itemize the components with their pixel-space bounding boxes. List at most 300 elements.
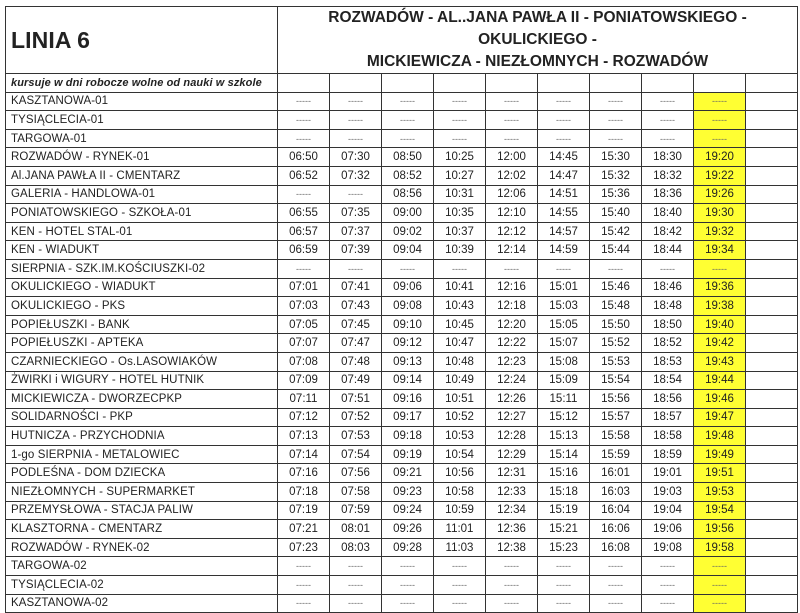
- timetable-row: [6, 576, 798, 595]
- departure-time: -----: [694, 111, 746, 130]
- departure-time: 12:22: [486, 334, 538, 353]
- departure-time: -----: [590, 259, 642, 278]
- empty-cell: [746, 557, 798, 576]
- departure-time: 07:59: [330, 501, 382, 520]
- departure-time: 09:18: [382, 427, 434, 446]
- departure-time: 14:51: [538, 185, 590, 204]
- departure-time: 19:48: [694, 427, 746, 446]
- departure-time: 07:11: [278, 390, 330, 409]
- departure-time: 15:01: [538, 278, 590, 297]
- departure-time: 12:38: [486, 538, 538, 557]
- departure-time: -----: [434, 557, 486, 576]
- stop-name: MICKIEWICZA - DWORZECPKP: [6, 390, 278, 409]
- departure-time: 09:06: [382, 278, 434, 297]
- departure-time: 18:42: [642, 222, 694, 241]
- departure-time: -----: [382, 259, 434, 278]
- departure-time: 14:47: [538, 166, 590, 185]
- departure-time: 15:58: [590, 427, 642, 446]
- stop-name: KEN - WIADUKT: [6, 241, 278, 260]
- departure-time: 10:59: [434, 501, 486, 520]
- departure-time: 09:23: [382, 483, 434, 502]
- departure-time: 07:21: [278, 520, 330, 539]
- departure-time: 09:21: [382, 464, 434, 483]
- departure-time: 09:17: [382, 408, 434, 427]
- departure-time: -----: [278, 111, 330, 130]
- departure-time: 07:23: [278, 538, 330, 557]
- departure-time: 06:55: [278, 204, 330, 223]
- departure-time: 16:01: [590, 464, 642, 483]
- departure-time: 15:21: [538, 520, 590, 539]
- departure-time: -----: [590, 92, 642, 111]
- departure-time: 15:16: [538, 464, 590, 483]
- departure-time: 07:48: [330, 352, 382, 371]
- departure-time: -----: [434, 92, 486, 111]
- stop-name: KEN - HOTEL STAL-01: [6, 222, 278, 241]
- departure-time: 16:03: [590, 483, 642, 502]
- stop-name: NIEZŁOMNYCH - SUPERMARKET: [6, 483, 278, 502]
- departure-time: 15:18: [538, 483, 590, 502]
- departure-time: 12:28: [486, 427, 538, 446]
- departure-time: -----: [330, 557, 382, 576]
- departure-time: 15:23: [538, 538, 590, 557]
- empty-cell: [746, 315, 798, 334]
- departure-time: 15:32: [590, 166, 642, 185]
- departure-time: -----: [434, 111, 486, 130]
- column-header: [382, 74, 434, 93]
- departure-time: 15:52: [590, 334, 642, 353]
- timetable-row: [6, 334, 798, 353]
- departure-time: -----: [486, 259, 538, 278]
- column-header: [278, 74, 330, 93]
- departure-time: 09:12: [382, 334, 434, 353]
- departure-time: 09:08: [382, 297, 434, 316]
- departure-time: -----: [642, 557, 694, 576]
- departure-time: -----: [694, 92, 746, 111]
- timetable-row: [6, 259, 798, 278]
- departure-time: 19:22: [694, 166, 746, 185]
- departure-time: 10:52: [434, 408, 486, 427]
- departure-time: -----: [330, 185, 382, 204]
- departure-time: -----: [694, 576, 746, 595]
- departure-time: -----: [382, 111, 434, 130]
- departure-time: -----: [694, 594, 746, 613]
- empty-cell: [746, 148, 798, 167]
- departure-time: 07:05: [278, 315, 330, 334]
- timetable-row: [6, 445, 798, 464]
- departure-time: 19:58: [694, 538, 746, 557]
- departure-time: -----: [434, 576, 486, 595]
- departure-time: 19:51: [694, 464, 746, 483]
- departure-time: 15:07: [538, 334, 590, 353]
- departure-time: 19:03: [642, 483, 694, 502]
- departure-time: 07:12: [278, 408, 330, 427]
- timetable-row: [6, 148, 798, 167]
- departure-time: 15:59: [590, 445, 642, 464]
- departure-time: 16:06: [590, 520, 642, 539]
- departure-time: 15:44: [590, 241, 642, 260]
- departure-time: -----: [694, 557, 746, 576]
- empty-cell: [746, 111, 798, 130]
- empty-cell: [746, 204, 798, 223]
- departure-time: 12:26: [486, 390, 538, 409]
- stop-name: 1-go SIERPNIA - METALOWIEC: [6, 445, 278, 464]
- empty-cell: [746, 594, 798, 613]
- stop-name: KASZTANOWA-01: [6, 92, 278, 111]
- departure-time: 10:35: [434, 204, 486, 223]
- departure-time: 12:16: [486, 278, 538, 297]
- departure-time: 14:59: [538, 241, 590, 260]
- empty-cell: [746, 390, 798, 409]
- timetable-row: [6, 594, 798, 613]
- departure-time: 07:03: [278, 297, 330, 316]
- stop-name: ROZWADÓW - RYNEK-01: [6, 148, 278, 167]
- departure-time: 07:30: [330, 148, 382, 167]
- departure-time: 12:10: [486, 204, 538, 223]
- departure-time: 18:50: [642, 315, 694, 334]
- departure-time: 10:39: [434, 241, 486, 260]
- departure-time: 15:08: [538, 352, 590, 371]
- stop-name: POPIEŁUSZKI - APTEKA: [6, 334, 278, 353]
- stop-name: SIERPNIA - SZK.IM.KOŚCIUSZKI-02: [6, 259, 278, 278]
- departure-time: 10:41: [434, 278, 486, 297]
- empty-cell: [746, 241, 798, 260]
- departure-time: 19:01: [642, 464, 694, 483]
- departure-time: 10:48: [434, 352, 486, 371]
- departure-time: -----: [434, 259, 486, 278]
- timetable-row: [6, 557, 798, 576]
- departure-time: 10:45: [434, 315, 486, 334]
- departure-time: 09:13: [382, 352, 434, 371]
- departure-time: 11:01: [434, 520, 486, 539]
- departure-time: 09:26: [382, 520, 434, 539]
- stop-name: GALERIA - HANDLOWA-01: [6, 185, 278, 204]
- stop-name: KASZTANOWA-02: [6, 594, 278, 613]
- departure-time: 15:05: [538, 315, 590, 334]
- column-header: [590, 74, 642, 93]
- departure-time: 08:50: [382, 148, 434, 167]
- departure-time: 16:04: [590, 501, 642, 520]
- departure-time: 11:03: [434, 538, 486, 557]
- stop-name: HUTNICZA - PRZYCHODNIA: [6, 427, 278, 446]
- departure-time: 07:43: [330, 297, 382, 316]
- route-line-2: MICKIEWICZA - NIEZŁOMNYCH - ROZWADÓW: [366, 53, 709, 70]
- departure-time: 12:20: [486, 315, 538, 334]
- departure-time: -----: [278, 557, 330, 576]
- route-line-1: ROZWADÓW - AL..JANA PAWŁA II - PONIATOWSKIEGO - OKULICKIEGO -: [328, 9, 747, 48]
- timetable: [5, 6, 798, 613]
- stop-name: Al.JANA PAWŁA II - CMENTARZ: [6, 166, 278, 185]
- timetable-row: [6, 204, 798, 223]
- column-header: [538, 74, 590, 93]
- column-header: [642, 74, 694, 93]
- timetable-row: [6, 166, 798, 185]
- departure-time: 19:47: [694, 408, 746, 427]
- departure-time: 07:01: [278, 278, 330, 297]
- column-header: [434, 74, 486, 93]
- departure-time: 12:34: [486, 501, 538, 520]
- departure-time: 07:32: [330, 166, 382, 185]
- stop-name: POPIEŁUSZKI - BANK: [6, 315, 278, 334]
- empty-cell: [746, 166, 798, 185]
- departure-time: 18:57: [642, 408, 694, 427]
- departure-time: 19:54: [694, 501, 746, 520]
- departure-time: 12:23: [486, 352, 538, 371]
- departure-time: -----: [486, 557, 538, 576]
- departure-time: 15:40: [590, 204, 642, 223]
- departure-time: -----: [642, 92, 694, 111]
- departure-time: 08:56: [382, 185, 434, 204]
- departure-time: 19:40: [694, 315, 746, 334]
- timetable-row: [6, 315, 798, 334]
- departure-time: 18:40: [642, 204, 694, 223]
- departure-time: 10:47: [434, 334, 486, 353]
- departure-time: -----: [538, 92, 590, 111]
- empty-cell: [746, 520, 798, 539]
- departure-time: -----: [590, 594, 642, 613]
- departure-time: -----: [642, 129, 694, 148]
- departure-time: -----: [486, 92, 538, 111]
- departure-time: 16:08: [590, 538, 642, 557]
- departure-time: 15:30: [590, 148, 642, 167]
- departure-time: 15:03: [538, 297, 590, 316]
- departure-time: 07:52: [330, 408, 382, 427]
- departure-time: 07:39: [330, 241, 382, 260]
- departure-time: 18:54: [642, 371, 694, 390]
- departure-time: 09:10: [382, 315, 434, 334]
- column-header: [746, 74, 798, 93]
- departure-time: 18:46: [642, 278, 694, 297]
- departure-time: 12:06: [486, 185, 538, 204]
- departure-time: -----: [538, 576, 590, 595]
- departure-time: 10:43: [434, 297, 486, 316]
- empty-cell: [746, 259, 798, 278]
- stop-name: TYSIĄCLECIA-01: [6, 111, 278, 130]
- timetable-row: [6, 185, 798, 204]
- departure-time: 15:19: [538, 501, 590, 520]
- departure-time: 14:45: [538, 148, 590, 167]
- departure-time: 07:53: [330, 427, 382, 446]
- departure-time: 07:16: [278, 464, 330, 483]
- empty-cell: [746, 297, 798, 316]
- departure-time: 19:43: [694, 352, 746, 371]
- timetable-row: [6, 464, 798, 483]
- departure-time: -----: [538, 259, 590, 278]
- departure-time: 07:08: [278, 352, 330, 371]
- departure-time: 10:58: [434, 483, 486, 502]
- departure-time: 09:19: [382, 445, 434, 464]
- timetable-row: [6, 390, 798, 409]
- column-header: [694, 74, 746, 93]
- departure-time: -----: [590, 576, 642, 595]
- departure-time: -----: [330, 576, 382, 595]
- departure-time: -----: [486, 576, 538, 595]
- stop-name: TARGOWA-01: [6, 129, 278, 148]
- stop-name: CZARNIECKIEGO - Os.LASOWIAKÓW: [6, 352, 278, 371]
- departure-time: -----: [590, 111, 642, 130]
- departure-time: -----: [694, 259, 746, 278]
- column-header: [486, 74, 538, 93]
- departure-time: -----: [330, 111, 382, 130]
- departure-time: -----: [434, 129, 486, 148]
- departure-time: 19:36: [694, 278, 746, 297]
- timetable-row: [6, 278, 798, 297]
- departure-time: 10:53: [434, 427, 486, 446]
- departure-time: 14:55: [538, 204, 590, 223]
- departure-time: 14:57: [538, 222, 590, 241]
- departure-time: 15:36: [590, 185, 642, 204]
- departure-time: -----: [486, 129, 538, 148]
- departure-time: 19:44: [694, 371, 746, 390]
- departure-time: -----: [538, 111, 590, 130]
- departure-time: 18:56: [642, 390, 694, 409]
- departure-time: 09:14: [382, 371, 434, 390]
- departure-time: 18:44: [642, 241, 694, 260]
- departure-time: -----: [590, 557, 642, 576]
- departure-time: 15:46: [590, 278, 642, 297]
- departure-time: 10:54: [434, 445, 486, 464]
- empty-cell: [746, 464, 798, 483]
- route-description: [278, 7, 798, 74]
- stop-name: TARGOWA-02: [6, 557, 278, 576]
- departure-time: -----: [382, 594, 434, 613]
- departure-time: 06:59: [278, 241, 330, 260]
- departure-time: -----: [538, 594, 590, 613]
- empty-cell: [746, 445, 798, 464]
- departure-time: 07:51: [330, 390, 382, 409]
- departure-time: 10:37: [434, 222, 486, 241]
- departure-time: 19:46: [694, 390, 746, 409]
- departure-time: -----: [694, 129, 746, 148]
- timetable-sheet: [5, 6, 798, 613]
- departure-time: 09:02: [382, 222, 434, 241]
- timetable-row: [6, 129, 798, 148]
- departure-time: 19:30: [694, 204, 746, 223]
- timetable-row: [6, 241, 798, 260]
- empty-cell: [746, 483, 798, 502]
- departure-time: 15:12: [538, 408, 590, 427]
- timetable-row: [6, 111, 798, 130]
- departure-time: 07:41: [330, 278, 382, 297]
- timetable-row: [6, 501, 798, 520]
- departure-time: -----: [278, 594, 330, 613]
- column-header: [330, 74, 382, 93]
- departure-time: 12:31: [486, 464, 538, 483]
- departure-time: 07:14: [278, 445, 330, 464]
- departure-time: 08:03: [330, 538, 382, 557]
- departure-time: 19:08: [642, 538, 694, 557]
- departure-time: 10:51: [434, 390, 486, 409]
- header-row: [6, 7, 798, 74]
- departure-time: 12:14: [486, 241, 538, 260]
- departure-time: 19:04: [642, 501, 694, 520]
- departure-time: -----: [642, 594, 694, 613]
- empty-cell: [746, 92, 798, 111]
- departure-time: 10:27: [434, 166, 486, 185]
- departure-time: 07:13: [278, 427, 330, 446]
- departure-time: -----: [278, 129, 330, 148]
- departure-time: 19:34: [694, 241, 746, 260]
- departure-time: 07:54: [330, 445, 382, 464]
- departure-time: -----: [538, 129, 590, 148]
- departure-time: 15:57: [590, 408, 642, 427]
- departure-time: 19:20: [694, 148, 746, 167]
- departure-time: 12:36: [486, 520, 538, 539]
- departure-time: 07:49: [330, 371, 382, 390]
- departure-time: 07:37: [330, 222, 382, 241]
- departure-time: 15:11: [538, 390, 590, 409]
- departure-time: 19:53: [694, 483, 746, 502]
- departure-time: -----: [330, 594, 382, 613]
- timetable-row: [6, 520, 798, 539]
- departure-time: 18:52: [642, 334, 694, 353]
- departure-time: 12:33: [486, 483, 538, 502]
- departure-time: 07:45: [330, 315, 382, 334]
- empty-cell: [746, 129, 798, 148]
- stop-name: OKULICKIEGO - PKS: [6, 297, 278, 316]
- line-title: LINIA 6: [6, 7, 278, 74]
- timetable-row: [6, 297, 798, 316]
- departure-time: 10:25: [434, 148, 486, 167]
- departure-time: 07:19: [278, 501, 330, 520]
- departure-time: 15:54: [590, 371, 642, 390]
- timetable-row: [6, 222, 798, 241]
- departure-time: 12:18: [486, 297, 538, 316]
- stop-name: PONIATOWSKIEGO - SZKOŁA-01: [6, 204, 278, 223]
- departure-time: 09:16: [382, 390, 434, 409]
- departure-time: 10:49: [434, 371, 486, 390]
- departure-time: 18:58: [642, 427, 694, 446]
- departure-time: 08:52: [382, 166, 434, 185]
- departure-time: 19:26: [694, 185, 746, 204]
- departure-time: 15:13: [538, 427, 590, 446]
- departure-time: 06:50: [278, 148, 330, 167]
- departure-time: -----: [278, 92, 330, 111]
- departure-time: 09:04: [382, 241, 434, 260]
- departure-time: 08:01: [330, 520, 382, 539]
- service-note-row: [6, 74, 798, 93]
- empty-cell: [746, 352, 798, 371]
- departure-time: 07:07: [278, 334, 330, 353]
- departure-time: 07:35: [330, 204, 382, 223]
- departure-time: 12:27: [486, 408, 538, 427]
- departure-time: 07:09: [278, 371, 330, 390]
- empty-cell: [746, 576, 798, 595]
- departure-time: -----: [486, 111, 538, 130]
- departure-time: 15:09: [538, 371, 590, 390]
- departure-time: -----: [278, 259, 330, 278]
- stop-name: PODLEŚNA - DOM DZIECKA: [6, 464, 278, 483]
- departure-time: 07:58: [330, 483, 382, 502]
- departure-time: 19:32: [694, 222, 746, 241]
- departure-time: 19:56: [694, 520, 746, 539]
- departure-time: 12:00: [486, 148, 538, 167]
- departure-time: 06:52: [278, 166, 330, 185]
- departure-time: 15:53: [590, 352, 642, 371]
- departure-time: 18:48: [642, 297, 694, 316]
- empty-cell: [746, 501, 798, 520]
- empty-cell: [746, 538, 798, 557]
- timetable-row: [6, 483, 798, 502]
- departure-time: 18:36: [642, 185, 694, 204]
- empty-cell: [746, 278, 798, 297]
- departure-time: -----: [642, 111, 694, 130]
- timetable-row: [6, 92, 798, 111]
- stop-name: KLASZTORNA - CMENTARZ: [6, 520, 278, 539]
- departure-time: 09:24: [382, 501, 434, 520]
- empty-cell: [746, 222, 798, 241]
- departure-time: 12:02: [486, 166, 538, 185]
- departure-time: 19:06: [642, 520, 694, 539]
